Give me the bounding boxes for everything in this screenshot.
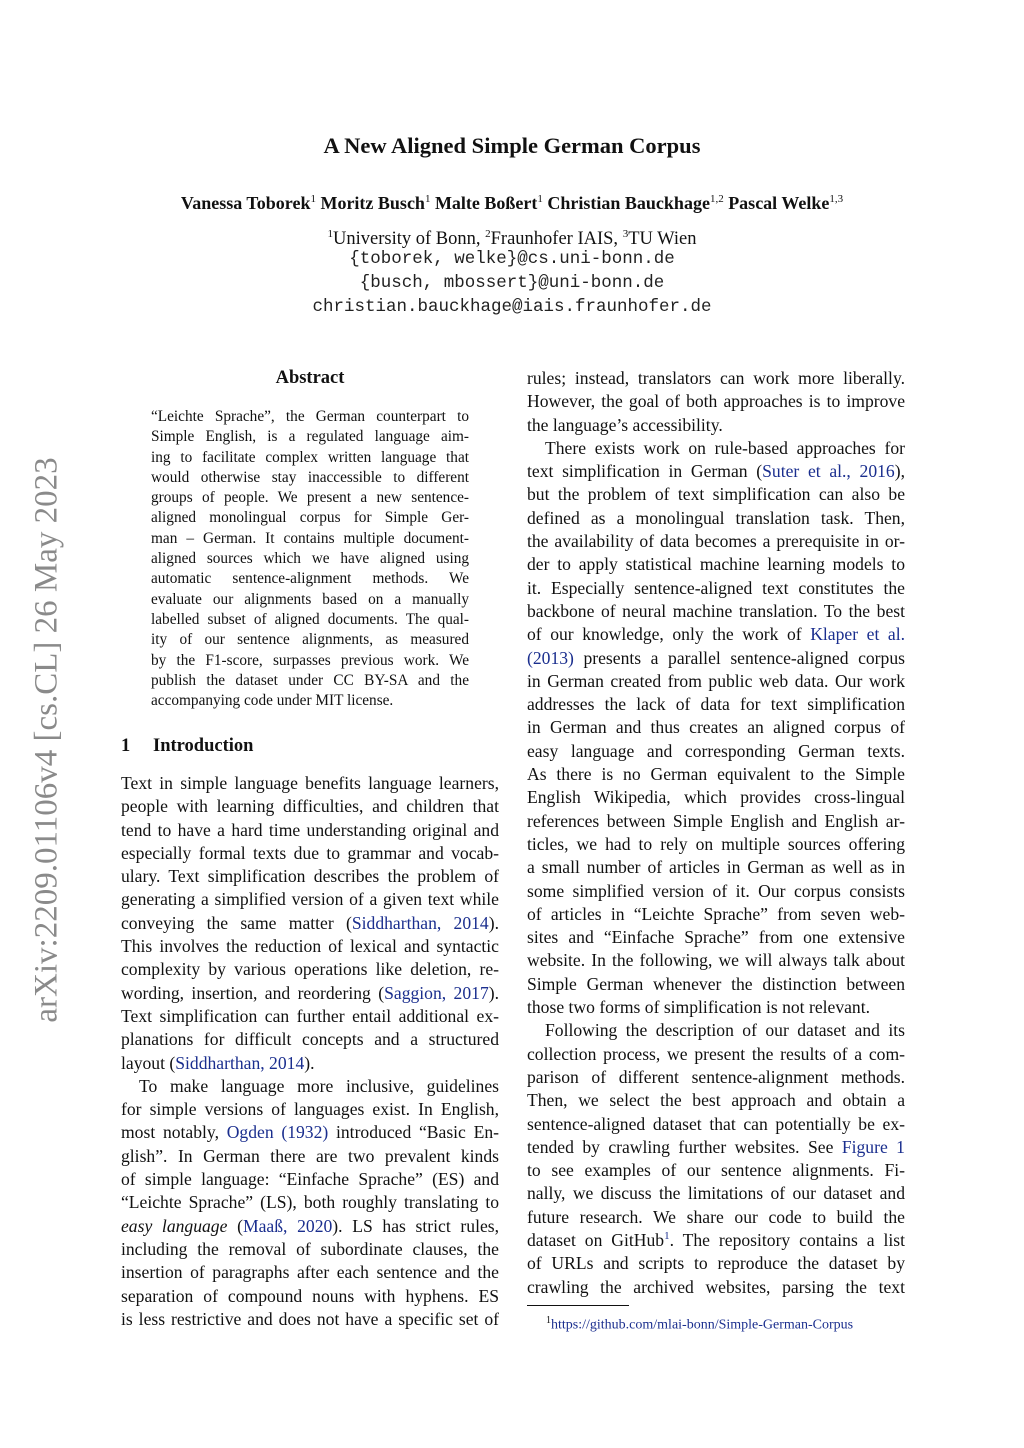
citation-link[interactable]: Siddharthan, 2014 <box>175 1052 305 1073</box>
author-name: Christian Bauckhage <box>547 193 710 213</box>
text-run: introduced “Basic En- <box>328 1122 499 1143</box>
right-column <box>527 367 905 1299</box>
citation-link[interactable]: Siddharthan, 2014 <box>351 912 489 933</box>
text-run: text simplification in German ( <box>527 461 763 482</box>
author-list <box>0 186 1024 216</box>
text-line <box>527 786 905 809</box>
text-line <box>527 647 905 670</box>
text-line <box>527 856 905 879</box>
text-line <box>121 958 499 981</box>
text-run: the language’s accessibility. <box>527 414 723 435</box>
text-line <box>121 1168 499 1191</box>
text-line <box>121 1238 499 1261</box>
text-line <box>527 996 905 1019</box>
text-run: ticles, we had to rely on multiple sources offering <box>527 833 905 854</box>
text-run: some simplified version of it. Our corpus consists <box>527 880 905 901</box>
paper-title: A New Aligned Simple German Corpus <box>323 133 701 158</box>
text-run: Simple German whenever the distinction between <box>527 973 905 994</box>
author-affiliation-mark: 1 <box>537 193 543 205</box>
author-affiliation-mark: 1 <box>310 193 316 205</box>
abstract-line: Simple English, is a regulated language aim- <box>151 428 469 446</box>
text-line <box>527 1229 905 1252</box>
text-run: ). <box>304 1052 315 1073</box>
abstract-body <box>151 407 469 711</box>
text-line <box>527 716 905 739</box>
abstract-line: evaluate our alignments based on a manually <box>151 590 469 608</box>
text-line <box>527 693 905 716</box>
text-run: sites and “Einfache Sprache” from one extensive <box>527 927 905 948</box>
text-run: rules; instead, translators can work more liberally. <box>527 368 905 388</box>
citation-link[interactable]: Suter et al., 2016 <box>762 461 895 482</box>
author-name: Malte Boßert <box>434 193 538 213</box>
text-run: planations for difficult concepts and a structured <box>121 1029 499 1050</box>
text-run: it. Especially sentence-aligned text constitutes the <box>527 577 905 598</box>
text-line <box>121 1075 499 1098</box>
affiliation: Fraunhofer IAIS, <box>490 229 619 250</box>
text-line <box>121 1261 499 1284</box>
text-run: future research. We share our code to build the <box>527 1206 905 1227</box>
text-line <box>527 390 905 413</box>
citation-link[interactable]: Klaper et al. <box>810 624 905 645</box>
text-run: conveying the same matter ( <box>121 912 352 933</box>
text-line <box>121 1191 499 1214</box>
text-run: Then, we select the best approach and obtain a <box>527 1090 905 1111</box>
text-run: complexity by various operations like deletion, re- <box>121 959 499 980</box>
abstract-line: “Leichte Sprache”, the German counterpart to <box>151 408 469 425</box>
text-run: ). LS has strict rules, <box>332 1215 500 1236</box>
affiliation-mark: 3 <box>622 228 629 240</box>
text-run: parison of different sentence-alignment methods. <box>527 1066 905 1087</box>
left-column <box>121 772 499 1331</box>
text-run: collection process, we present the results of a com- <box>527 1043 905 1064</box>
text-run: a small number of articles in German as well as in <box>527 857 905 878</box>
text-run: addresses the lack of data for text simplification <box>527 694 905 715</box>
text-line <box>527 1136 905 1159</box>
footnote <box>546 1311 853 1336</box>
author-email: christian.bauckhage@iais.fraunhofer.de <box>312 297 712 317</box>
footnote-link[interactable]: https://github.com/mlai-bonn/Simple-German-Corpus <box>551 1317 854 1333</box>
text-line <box>121 1285 499 1308</box>
text-run: “Leichte Sprache” (LS), both roughly translating to <box>121 1192 499 1213</box>
text-run: of articles in “Leichte Sprache” from seven web- <box>527 903 905 924</box>
text-line <box>527 1276 905 1299</box>
text-run: but the problem of text simplification can also be <box>527 484 905 505</box>
abstract-line: ity of our sentence alignments, as measured <box>151 631 469 649</box>
citation-link[interactable]: Maaß, 2020 <box>242 1215 333 1236</box>
text-run: in German and thus creates an aligned corpus of <box>527 717 905 738</box>
text-line <box>527 530 905 553</box>
text-run: easy language and corresponding German texts. <box>527 740 905 761</box>
abstract-line: publish the dataset under CC BY-SA and the <box>151 671 469 689</box>
text-run: references between Simple English and English ar- <box>527 810 905 831</box>
text-line <box>121 935 499 958</box>
affiliation: University of Bonn, <box>333 229 481 250</box>
text-run: However, the goal of both approaches is to improve <box>527 391 905 412</box>
text-run: tended by crawling further websites. See <box>527 1136 842 1157</box>
text-line <box>121 1052 499 1075</box>
text-line <box>121 819 499 842</box>
text-line <box>527 1252 905 1275</box>
abstract-line: groups of people. We present a new sentence- <box>151 489 469 507</box>
text-line <box>527 740 905 763</box>
author-email: {busch, mbossert}@uni-bonn.de <box>359 273 665 293</box>
text-run: people with learning difficulties, and children that <box>121 796 499 817</box>
arxiv-stamp: arXiv:2209.01106v4 [cs.CL] 26 May 2023 <box>28 457 65 1023</box>
citation-link[interactable]: Ogden (1932) <box>226 1122 329 1143</box>
section-heading <box>121 733 253 759</box>
text-run: insertion of paragraphs after each sentence and the <box>121 1262 499 1283</box>
text-run: in German created from public web data. Our work <box>527 670 905 691</box>
abstract-line: automatic sentence-alignment methods. We <box>151 570 469 588</box>
text-run: Following the description of our dataset and its <box>545 1020 905 1041</box>
text-run: of our knowledge, only the work of <box>527 624 811 645</box>
text-line <box>121 912 499 935</box>
text-line <box>121 772 499 795</box>
text-run: There exists work on rule-based approaches for <box>545 437 905 458</box>
text-run: the availability of data becomes a prerequisite in or- <box>527 531 905 552</box>
text-line <box>527 1159 905 1182</box>
text-line <box>527 437 905 460</box>
text-run: Text in simple language benefits language learners, <box>121 773 499 793</box>
abstract-heading: Abstract <box>275 368 345 388</box>
text-run: backbone of neural machine translation. To the best <box>527 600 905 621</box>
abstract-line: accompanying code under MIT license. <box>151 692 394 710</box>
text-run: ( <box>227 1215 243 1236</box>
text-line <box>121 1145 499 1168</box>
author-email: {toborek, welke}@cs.uni-bonn.de <box>349 249 675 269</box>
text-run: Text simplification can further entail additional ex- <box>121 1005 499 1026</box>
text-line <box>527 810 905 833</box>
text-run: tend to have a hard time understanding original and <box>121 819 499 840</box>
text-run: dataset on GitHub <box>527 1229 665 1250</box>
text-run: of simple language: “Einfache Sprache” (ES) and <box>121 1169 499 1190</box>
text-line <box>527 949 905 972</box>
text-line <box>527 926 905 949</box>
text-run: wording, insertion, and reordering ( <box>121 982 385 1003</box>
text-line <box>527 1113 905 1136</box>
text-line <box>121 1215 499 1238</box>
text-run: sentence-aligned dataset that can potentially be ex- <box>527 1113 905 1134</box>
text-run: of URLs and scripts to reproduce the dataset by <box>527 1253 905 1274</box>
text-line <box>121 865 499 888</box>
text-run: ), <box>894 461 905 482</box>
abstract-line: ing to facilitate complex written language that <box>151 448 469 466</box>
text-line <box>527 414 905 437</box>
text-line <box>527 577 905 600</box>
author-affiliation-mark: 1 <box>424 193 431 205</box>
author-affiliation-mark: 1,3 <box>829 193 844 205</box>
text-run: crawling the archived websites, parsing the text <box>527 1276 905 1297</box>
abstract-line: aligned monolingual corpus for Simple Ger- <box>151 509 469 527</box>
affiliation-mark: 1 <box>327 228 334 240</box>
text-line <box>121 888 499 911</box>
text-line <box>527 623 905 646</box>
author-name: Moritz Busch <box>320 193 425 213</box>
text-run: is less restrictive and does not have a specific set of <box>121 1308 499 1329</box>
text-line <box>121 1098 499 1121</box>
text-line <box>527 553 905 576</box>
text-line <box>527 367 905 390</box>
text-line <box>527 973 905 996</box>
text-run: ). <box>488 912 499 933</box>
text-line <box>527 1066 905 1089</box>
text-line <box>121 795 499 818</box>
text-run: most notably, <box>121 1122 227 1143</box>
text-run: to see examples of our sentence alignments. Fi- <box>527 1160 905 1181</box>
text-run: separation of compound nouns with hyphens. ES <box>121 1285 499 1306</box>
text-line <box>527 763 905 786</box>
text-run: layout ( <box>121 1052 176 1073</box>
text-run: website. In the following, we will always talk about <box>527 950 905 971</box>
footnote-mark: 1 <box>546 1315 551 1326</box>
abstract-line: would otherwise stay inaccessible to different <box>151 468 469 486</box>
abstract-line: labelled subset of aligned documents. The qual- <box>151 610 469 628</box>
citation-link[interactable]: Saggion, 2017 <box>384 982 489 1003</box>
text-line <box>527 1206 905 1229</box>
emphasis-text: easy language <box>121 1215 228 1236</box>
text-run: generating a simplified version of a given text while <box>121 889 499 910</box>
text-run: including the removal of subordinate clauses, the <box>121 1238 499 1259</box>
footnote-rule <box>527 1305 629 1306</box>
text-line <box>121 842 499 865</box>
text-line <box>121 1308 499 1331</box>
section-number: 1 <box>121 736 131 756</box>
text-run: English Wikipedia, which provides cross-lingual <box>527 787 905 808</box>
text-run: . The repository contains a list <box>669 1229 905 1250</box>
text-run: ulary. Text simplification describes the problem of <box>121 866 499 887</box>
text-run: especially formal texts due to grammar and vocab- <box>121 842 499 863</box>
text-run: defined as a monolingual translation task. Then, <box>527 507 905 528</box>
affiliation-mark: 2 <box>485 228 491 240</box>
text-line <box>527 1182 905 1205</box>
citation-link[interactable]: Figure 1 <box>841 1136 905 1157</box>
text-line <box>527 1089 905 1112</box>
citation-link[interactable]: (2013) <box>527 647 574 668</box>
text-line <box>527 507 905 530</box>
section-title: Introduction <box>153 736 254 756</box>
text-run: To make language more inclusive, guidelines <box>139 1075 499 1096</box>
text-line <box>527 880 905 903</box>
abstract-line: man – German. It contains multiple document- <box>151 529 469 547</box>
text-run: for simple versions of languages exist. In English, <box>121 1099 499 1120</box>
text-line <box>121 1028 499 1051</box>
text-line <box>121 1121 499 1144</box>
abstract-line: by the F1-score, surpasses previous work. We <box>151 651 469 669</box>
text-line <box>121 982 499 1005</box>
author-name: Pascal Welke <box>728 193 830 213</box>
text-run: ). <box>488 982 500 1003</box>
abstract-line: aligned sources which we have aligned using <box>151 550 469 568</box>
author-name: Vanessa Toborek <box>180 193 311 213</box>
text-line <box>527 903 905 926</box>
footnote-ref[interactable]: 1 <box>664 1230 670 1243</box>
text-run: der to apply statistical machine learning models to <box>527 554 905 575</box>
text-run: presents a parallel sentence-aligned corpus <box>573 647 905 668</box>
text-line <box>527 600 905 623</box>
text-run: nally, we discuss the limitations of our dataset and <box>527 1183 905 1204</box>
text-line <box>527 483 905 506</box>
text-run: those two forms of simplification is not relevant. <box>527 997 871 1018</box>
text-run: glish”. In German there are two prevalent kinds <box>121 1145 499 1166</box>
text-line <box>527 460 905 483</box>
text-line <box>527 833 905 856</box>
text-line <box>527 1019 905 1042</box>
text-run: As there is no German equivalent to the Simple <box>527 764 905 785</box>
text-line <box>527 670 905 693</box>
affiliation: TU Wien <box>628 229 697 250</box>
text-line <box>527 1043 905 1066</box>
author-affiliation-mark: 1,2 <box>709 193 724 205</box>
text-run: This involves the reduction of lexical and syntactic <box>121 936 499 957</box>
text-line <box>121 1005 499 1028</box>
